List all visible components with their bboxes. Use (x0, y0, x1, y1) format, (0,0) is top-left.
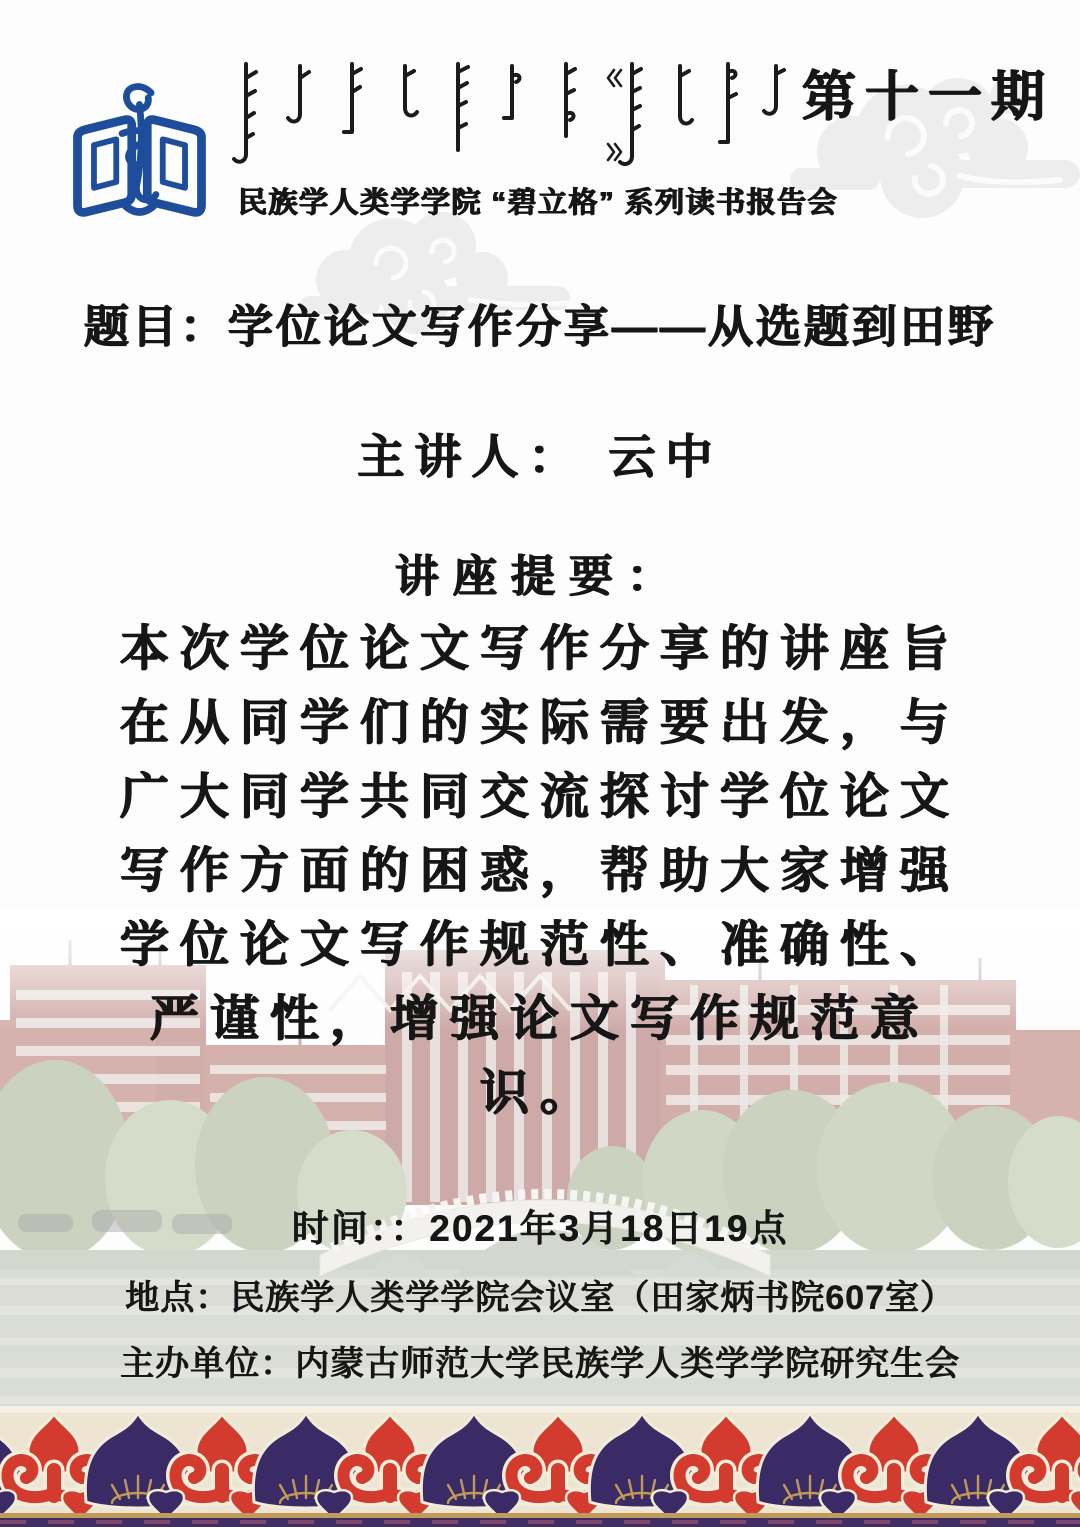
speaker-line: 主讲人： 云中 (357, 430, 723, 483)
abstract-paragraph (0, 612, 1080, 1130)
book-logo-icon (62, 76, 217, 224)
lecture-title: 题目：学位论文写作分享——从选题到田野 (83, 301, 996, 352)
abstract-heading: 讲座提要： (395, 552, 685, 601)
series-title: 民族学人类学学院 “碧立格” 系列读书报告会 (238, 187, 839, 219)
abstract-line: 广大同学共同交流探讨学位论文 (119, 770, 960, 824)
abstract-line: 严谨性，增强论文写作规范意 (149, 992, 930, 1046)
abstract-line: 识。 (479, 1066, 600, 1120)
location-line: 地点：民族学人类学学院会议室（田家炳书院607室） (125, 1279, 955, 1317)
mongolian-script-banner-icon (228, 58, 808, 173)
ornament-border (0, 1400, 1080, 1527)
organizer-line: 主办单位：内蒙古师范大学民族学人类学学院研究生会 (120, 1345, 960, 1383)
abstract-line: 本次学位论文写作分享的讲座旨 (119, 622, 960, 676)
abstract-line: 学位论文写作规范性、准确性、 (119, 918, 960, 972)
time-line: 时间：：2021年3月18日19点 (291, 1208, 789, 1249)
abstract-line: 写作方面的困惑，帮助大家增强 (119, 844, 960, 898)
issue-number: 第十一期 (802, 67, 1054, 127)
abstract-line: 在从同学们的实际需要出发，与 (119, 696, 960, 750)
